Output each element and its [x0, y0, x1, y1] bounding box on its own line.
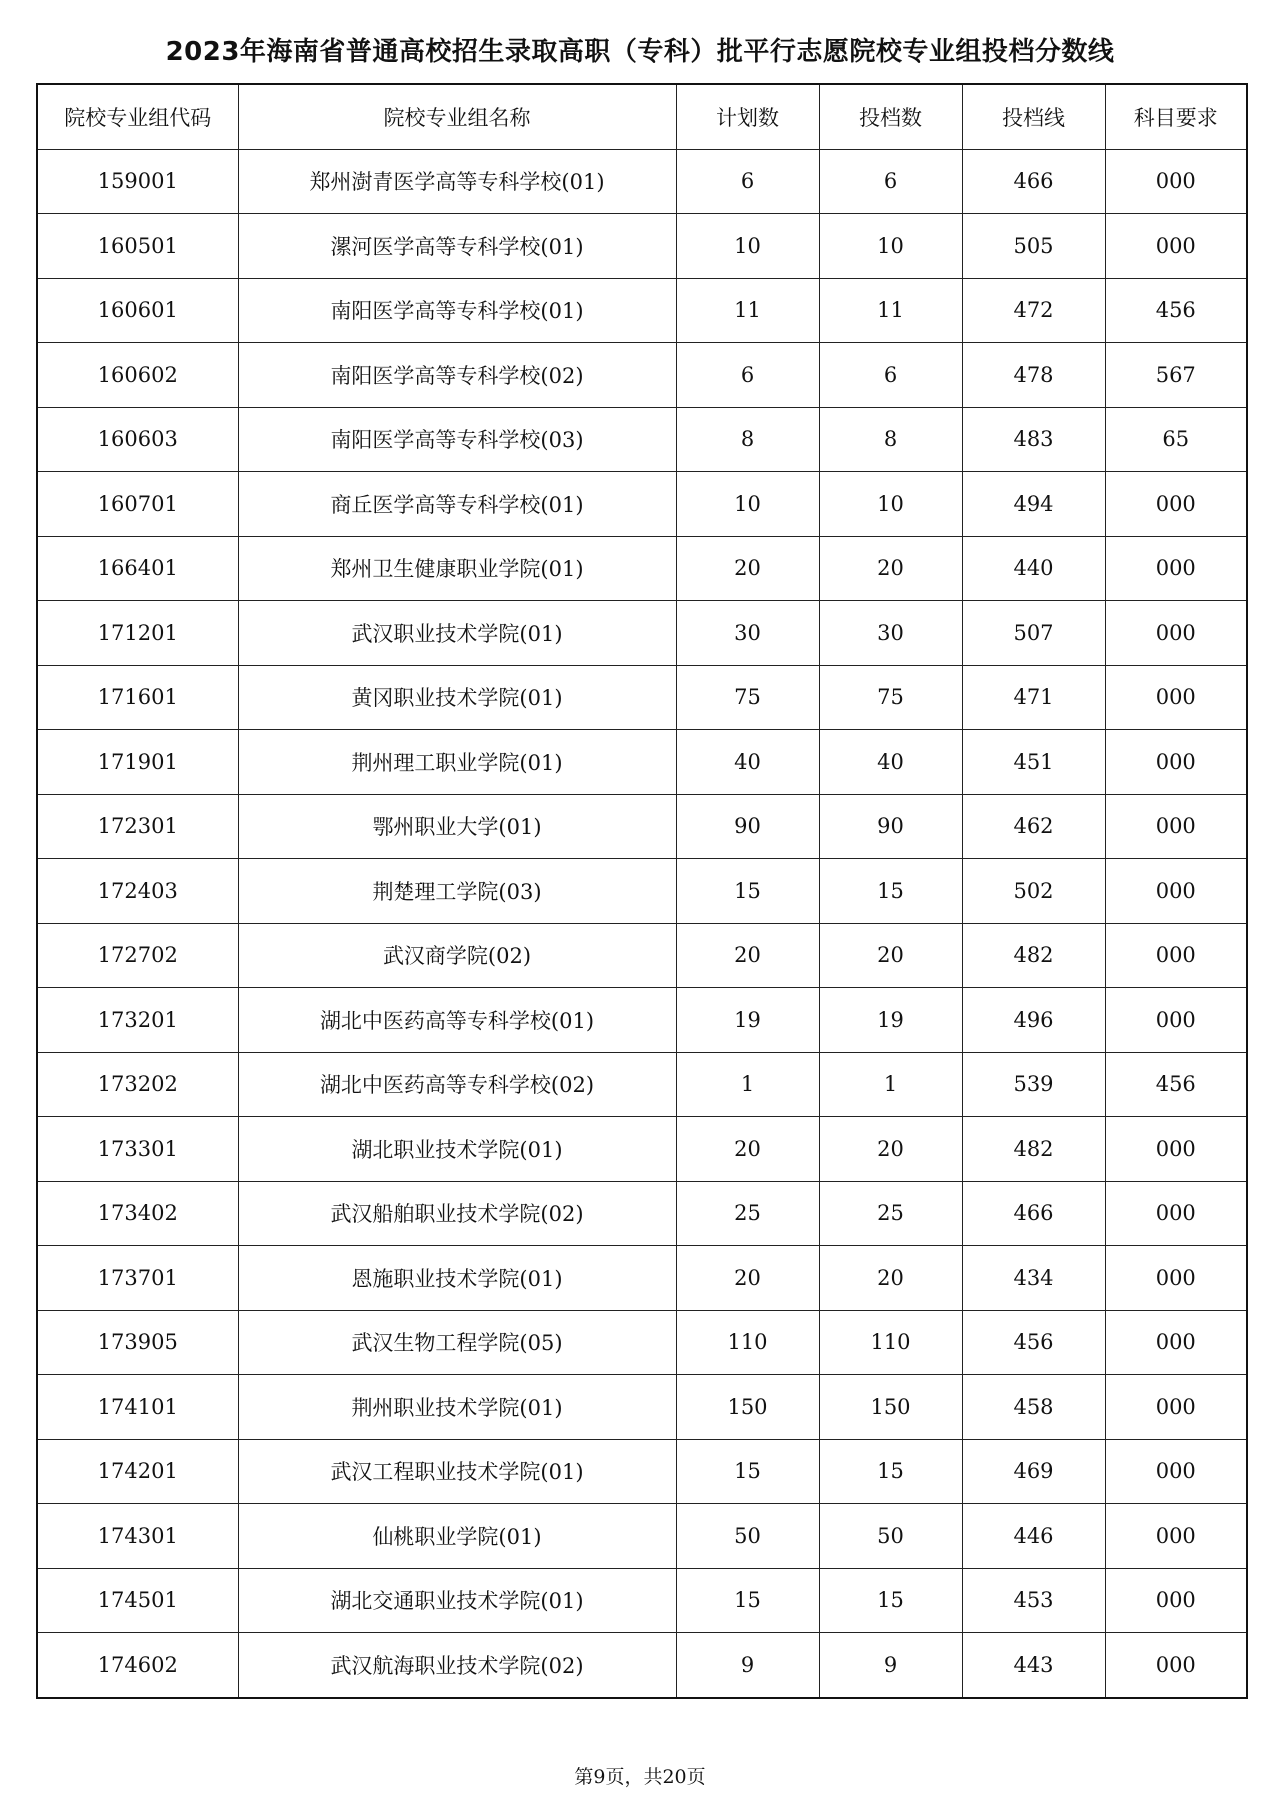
- cell-group-name: 湖北职业技术学院(01): [238, 1117, 676, 1182]
- cell-filed-count: 20: [819, 1117, 962, 1182]
- cell-filed-count: 15: [819, 1568, 962, 1633]
- cell-plan-count: 20: [676, 536, 819, 601]
- cell-group-name: 武汉职业技术学院(01): [238, 601, 676, 666]
- cell-subject-requirement: 000: [1105, 1633, 1247, 1698]
- cell-group-code: 174301: [37, 1504, 238, 1569]
- table-row: [37, 149, 1247, 214]
- cell-filed-count: 20: [819, 923, 962, 988]
- cell-subject-requirement: 456: [1105, 278, 1247, 343]
- cell-filed-count: 25: [819, 1181, 962, 1246]
- cell-group-code: 173201: [37, 988, 238, 1053]
- header-group-name: 院校专业组名称: [238, 84, 676, 149]
- cell-subject-requirement: 000: [1105, 794, 1247, 859]
- cell-group-name: 湖北中医药高等专科学校(02): [238, 1052, 676, 1117]
- cell-subject-requirement: 000: [1105, 536, 1247, 601]
- cell-group-code: 173301: [37, 1117, 238, 1182]
- table-row: [37, 665, 1247, 730]
- cell-filed-count: 110: [819, 1310, 962, 1375]
- cell-cutoff-score: 462: [962, 794, 1105, 859]
- cell-cutoff-score: 434: [962, 1246, 1105, 1311]
- cell-filed-count: 15: [819, 859, 962, 924]
- cell-subject-requirement: 000: [1105, 472, 1247, 537]
- cell-subject-requirement: 456: [1105, 1052, 1247, 1117]
- cell-filed-count: 50: [819, 1504, 962, 1569]
- cell-group-name: 郑州澍青医学高等专科学校(01): [238, 149, 676, 214]
- cell-group-name: 南阳医学高等专科学校(01): [238, 278, 676, 343]
- cell-cutoff-score: 446: [962, 1504, 1105, 1569]
- cell-subject-requirement: 567: [1105, 343, 1247, 408]
- cell-subject-requirement: 000: [1105, 1504, 1247, 1569]
- cell-plan-count: 90: [676, 794, 819, 859]
- cell-group-name: 郑州卫生健康职业学院(01): [238, 536, 676, 601]
- cell-cutoff-score: 483: [962, 407, 1105, 472]
- cell-cutoff-score: 496: [962, 988, 1105, 1053]
- header-subject-requirement: 科目要求: [1105, 84, 1247, 149]
- cell-subject-requirement: 000: [1105, 923, 1247, 988]
- cell-filed-count: 9: [819, 1633, 962, 1698]
- table-row: [37, 923, 1247, 988]
- cell-plan-count: 20: [676, 1246, 819, 1311]
- table-row: [37, 730, 1247, 795]
- cell-cutoff-score: 471: [962, 665, 1105, 730]
- cell-group-code: 173202: [37, 1052, 238, 1117]
- cell-cutoff-score: 458: [962, 1375, 1105, 1440]
- cell-group-name: 荆州理工职业学院(01): [238, 730, 676, 795]
- cell-group-name: 荆楚理工学院(03): [238, 859, 676, 924]
- cell-plan-count: 6: [676, 149, 819, 214]
- cell-group-code: 166401: [37, 536, 238, 601]
- cell-cutoff-score: 440: [962, 536, 1105, 601]
- cell-plan-count: 11: [676, 278, 819, 343]
- cell-plan-count: 30: [676, 601, 819, 666]
- cell-group-name: 湖北中医药高等专科学校(01): [238, 988, 676, 1053]
- cell-group-name: 南阳医学高等专科学校(02): [238, 343, 676, 408]
- cell-plan-count: 8: [676, 407, 819, 472]
- table-row: [37, 1310, 1247, 1375]
- cell-group-code: 160601: [37, 278, 238, 343]
- cell-group-name: 漯河医学高等专科学校(01): [238, 214, 676, 279]
- cell-group-name: 鄂州职业大学(01): [238, 794, 676, 859]
- cell-filed-count: 40: [819, 730, 962, 795]
- cell-filed-count: 150: [819, 1375, 962, 1440]
- cell-cutoff-score: 505: [962, 214, 1105, 279]
- table-row: [37, 1568, 1247, 1633]
- cell-group-name: 湖北交通职业技术学院(01): [238, 1568, 676, 1633]
- cell-group-code: 174101: [37, 1375, 238, 1440]
- cell-filed-count: 8: [819, 407, 962, 472]
- cell-subject-requirement: 000: [1105, 730, 1247, 795]
- cell-subject-requirement: 000: [1105, 1568, 1247, 1633]
- table-row: [37, 1439, 1247, 1504]
- table-row: [37, 536, 1247, 601]
- cell-cutoff-score: 469: [962, 1439, 1105, 1504]
- cell-group-code: 160602: [37, 343, 238, 408]
- page-title: 2023年海南省普通高校招生录取高职（专科）批平行志愿院校专业组投档分数线: [165, 37, 1115, 67]
- cell-group-name: 仙桃职业学院(01): [238, 1504, 676, 1569]
- cell-filed-count: 20: [819, 536, 962, 601]
- cell-group-name: 恩施职业技术学院(01): [238, 1246, 676, 1311]
- cell-filed-count: 19: [819, 988, 962, 1053]
- table-row: [37, 278, 1247, 343]
- cell-filed-count: 6: [819, 149, 962, 214]
- cell-group-name: 商丘医学高等专科学校(01): [238, 472, 676, 537]
- cell-plan-count: 10: [676, 472, 819, 537]
- cell-group-name: 武汉航海职业技术学院(02): [238, 1633, 676, 1698]
- cell-group-code: 159001: [37, 149, 238, 214]
- admission-score-table: [36, 83, 1248, 1699]
- cell-plan-count: 1: [676, 1052, 819, 1117]
- cell-filed-count: 10: [819, 214, 962, 279]
- cell-group-code: 173905: [37, 1310, 238, 1375]
- cell-group-code: 172702: [37, 923, 238, 988]
- cell-cutoff-score: 451: [962, 730, 1105, 795]
- cell-subject-requirement: 65: [1105, 407, 1247, 472]
- cell-plan-count: 15: [676, 1568, 819, 1633]
- table-row: [37, 1246, 1247, 1311]
- cell-subject-requirement: 000: [1105, 665, 1247, 730]
- cell-group-code: 174201: [37, 1439, 238, 1504]
- cell-group-name: 黄冈职业技术学院(01): [238, 665, 676, 730]
- cell-plan-count: 20: [676, 923, 819, 988]
- cell-plan-count: 15: [676, 1439, 819, 1504]
- header-filed-count: 投档数: [819, 84, 962, 149]
- header-cutoff-score: 投档线: [962, 84, 1105, 149]
- table-row: [37, 1181, 1247, 1246]
- cell-cutoff-score: 443: [962, 1633, 1105, 1698]
- cell-group-code: 172301: [37, 794, 238, 859]
- cell-cutoff-score: 456: [962, 1310, 1105, 1375]
- cell-subject-requirement: 000: [1105, 214, 1247, 279]
- cell-subject-requirement: 000: [1105, 1310, 1247, 1375]
- cell-plan-count: 150: [676, 1375, 819, 1440]
- table-row: [37, 407, 1247, 472]
- cell-plan-count: 15: [676, 859, 819, 924]
- cell-group-code: 172403: [37, 859, 238, 924]
- cell-cutoff-score: 482: [962, 1117, 1105, 1182]
- cell-subject-requirement: 000: [1105, 149, 1247, 214]
- cell-plan-count: 110: [676, 1310, 819, 1375]
- cell-plan-count: 25: [676, 1181, 819, 1246]
- cell-cutoff-score: 453: [962, 1568, 1105, 1633]
- cell-plan-count: 9: [676, 1633, 819, 1698]
- cell-subject-requirement: 000: [1105, 859, 1247, 924]
- cell-filed-count: 20: [819, 1246, 962, 1311]
- table-header-row: [37, 84, 1247, 149]
- cell-group-code: 174501: [37, 1568, 238, 1633]
- cell-cutoff-score: 507: [962, 601, 1105, 666]
- cell-group-code: 173402: [37, 1181, 238, 1246]
- cell-plan-count: 40: [676, 730, 819, 795]
- table-row: [37, 1504, 1247, 1569]
- table-row: [37, 214, 1247, 279]
- table-row: [37, 472, 1247, 537]
- cell-plan-count: 20: [676, 1117, 819, 1182]
- cell-subject-requirement: 000: [1105, 1439, 1247, 1504]
- cell-plan-count: 10: [676, 214, 819, 279]
- cell-filed-count: 15: [819, 1439, 962, 1504]
- cell-group-name: 南阳医学高等专科学校(03): [238, 407, 676, 472]
- table-row: [37, 988, 1247, 1053]
- table-row: [37, 794, 1247, 859]
- cell-group-code: 171601: [37, 665, 238, 730]
- cell-plan-count: 75: [676, 665, 819, 730]
- cell-cutoff-score: 478: [962, 343, 1105, 408]
- table-row: [37, 343, 1247, 408]
- cell-filed-count: 1: [819, 1052, 962, 1117]
- table-row: [37, 1117, 1247, 1182]
- cell-filed-count: 75: [819, 665, 962, 730]
- cell-group-code: 174602: [37, 1633, 238, 1698]
- cell-subject-requirement: 000: [1105, 1246, 1247, 1311]
- table-body: [37, 149, 1247, 1698]
- cell-subject-requirement: 000: [1105, 1117, 1247, 1182]
- cell-group-name: 武汉工程职业技术学院(01): [238, 1439, 676, 1504]
- cell-plan-count: 50: [676, 1504, 819, 1569]
- cell-plan-count: 6: [676, 343, 819, 408]
- cell-filed-count: 11: [819, 278, 962, 343]
- cell-filed-count: 90: [819, 794, 962, 859]
- cell-group-code: 171201: [37, 601, 238, 666]
- cell-filed-count: 30: [819, 601, 962, 666]
- cell-group-code: 173701: [37, 1246, 238, 1311]
- cell-group-name: 武汉商学院(02): [238, 923, 676, 988]
- cell-filed-count: 6: [819, 343, 962, 408]
- cell-subject-requirement: 000: [1105, 1375, 1247, 1440]
- cell-plan-count: 19: [676, 988, 819, 1053]
- cell-cutoff-score: 502: [962, 859, 1105, 924]
- cell-group-name: 武汉生物工程学院(05): [238, 1310, 676, 1375]
- cell-cutoff-score: 494: [962, 472, 1105, 537]
- table-row: [37, 1375, 1247, 1440]
- cell-subject-requirement: 000: [1105, 988, 1247, 1053]
- page-number: 第9页，共20页: [574, 1766, 706, 1788]
- table-row: [37, 1052, 1247, 1117]
- cell-group-name: 荆州职业技术学院(01): [238, 1375, 676, 1440]
- header-plan-count: 计划数: [676, 84, 819, 149]
- cell-group-code: 160701: [37, 472, 238, 537]
- table-row: [37, 601, 1247, 666]
- cell-group-code: 171901: [37, 730, 238, 795]
- cell-group-code: 160603: [37, 407, 238, 472]
- cell-group-code: 160501: [37, 214, 238, 279]
- header-group-code: 院校专业组代码: [37, 84, 238, 149]
- cell-cutoff-score: 466: [962, 149, 1105, 214]
- cell-cutoff-score: 472: [962, 278, 1105, 343]
- cell-group-name: 武汉船舶职业技术学院(02): [238, 1181, 676, 1246]
- table-row: [37, 859, 1247, 924]
- cell-subject-requirement: 000: [1105, 1181, 1247, 1246]
- cell-cutoff-score: 482: [962, 923, 1105, 988]
- cell-cutoff-score: 466: [962, 1181, 1105, 1246]
- table-row: [37, 1633, 1247, 1698]
- cell-cutoff-score: 539: [962, 1052, 1105, 1117]
- cell-subject-requirement: 000: [1105, 601, 1247, 666]
- cell-filed-count: 10: [819, 472, 962, 537]
